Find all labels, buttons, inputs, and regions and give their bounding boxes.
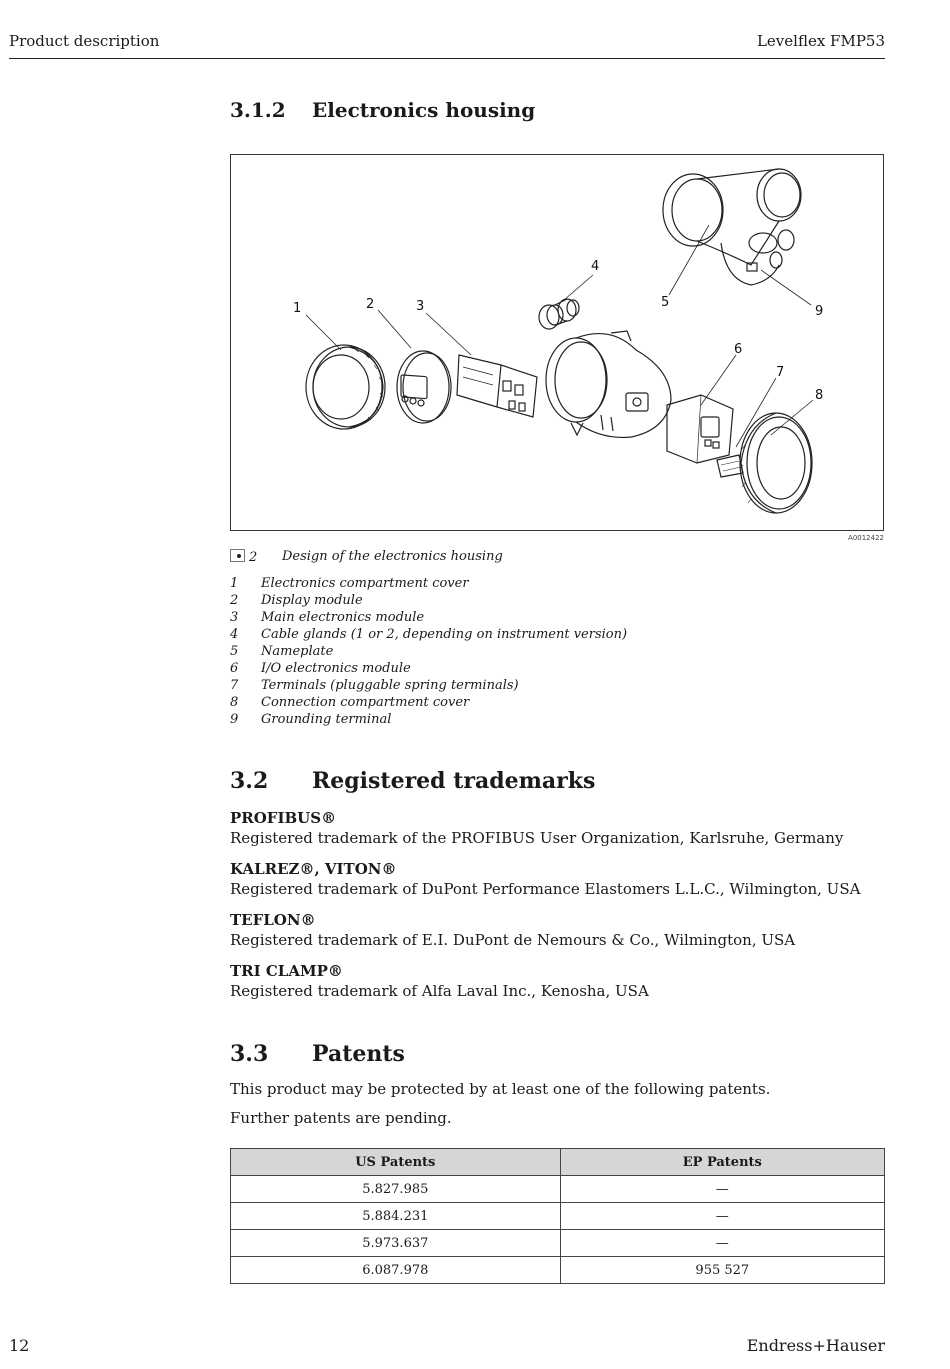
legend-item [230,575,627,592]
section-3-2-heading [230,768,595,794]
fig-label-2: 2 [366,297,375,312]
figure-legend [230,575,627,728]
figure-caption-number: 2 [249,550,258,565]
part-compartment-cover [306,345,385,429]
part-display-module [397,351,451,423]
fig-label-1: 1 [293,301,302,316]
table-row [231,1257,885,1284]
table-header-row [231,1149,885,1176]
column-header-us: US Patents [231,1149,561,1176]
figure-code: A0012422 [848,534,884,542]
section-3-1-2-heading [230,98,535,122]
section-3-3-title: Patents [312,1041,405,1067]
part-housing-top [663,169,801,285]
figure-caption [230,549,503,565]
header-product-name: Levelflex FMP53 [756,32,885,50]
legend-text: Electronics compartment cover [261,576,469,591]
legend-text: Terminals (pluggable spring terminals) [261,678,519,693]
section-3-2-title: Registered trademarks [312,768,596,794]
table-row [231,1176,885,1203]
page-number: 12 [9,1336,30,1355]
trademark-description: Registered trademark of the PROFIBUS User Organization, Karlsruhe, Germany [230,829,844,847]
trademark-name: PROFIBUS® [230,809,337,827]
legend-number: 8 [230,695,239,710]
section-3-2-number: 3.2 [230,768,269,794]
trademark-description: Registered trademark of Alfa Laval Inc., Kenosha, USA [230,982,649,1000]
fig-label-6: 6 [734,342,743,357]
table-row [231,1203,885,1230]
legend-number: 6 [230,661,239,676]
trademark-name: KALREZ®, VITON® [230,860,397,878]
patents-table [230,1148,885,1284]
header-rule [9,58,885,59]
patents-intro: This product may be protected by at least one of the following patents. [230,1080,771,1098]
trademark-description: Registered trademark of E.I. DuPont de Nemours & Co., Wilmington, USA [230,931,796,949]
trademark-description: Registered trademark of DuPont Performance Elastomers L.L.C., Wilmington, USA [230,880,861,898]
fig-label-8: 8 [815,388,824,403]
patents-pending: Further patents are pending. [230,1109,452,1127]
part-housing-body [546,331,671,437]
section-3-3-number: 3.3 [230,1041,269,1067]
legend-number: 2 [230,593,239,608]
trademark-name: TEFLON® [230,911,316,929]
legend-number: 1 [230,576,239,591]
table-cell: 5.884.231 [231,1203,561,1230]
legend-text: Connection compartment cover [261,695,470,710]
trademark-tri-clamp [230,961,649,1002]
legend-item [230,694,627,711]
legend-number: 4 [230,627,239,642]
electronics-housing-figure [230,154,884,531]
trademark-profibus [230,808,843,849]
figure-icon [230,549,245,562]
table-cell: — [560,1176,884,1203]
table-cell: 5.827.985 [231,1176,561,1203]
legend-item [230,660,627,677]
exploded-view-drawing [231,155,885,532]
legend-text: Grounding terminal [261,712,392,727]
legend-number: 7 [230,678,239,693]
trademark-teflon [230,910,795,951]
section-3-1-2-title: Electronics housing [312,98,536,122]
footer-brand: Endress+Hauser [746,1336,885,1355]
table-row [231,1230,885,1257]
legend-item [230,643,627,660]
part-main-electronics-module [457,355,537,417]
figure-labels [293,259,823,403]
fig-label-9: 9 [815,304,824,319]
fig-label-3: 3 [416,299,425,314]
header-section-title: Product description [9,32,160,50]
legend-item [230,626,627,643]
figure-caption-text: Design of the electronics housing [282,549,503,564]
legend-text: Main electronics module [261,610,425,625]
trademark-name: TRI CLAMP® [230,962,343,980]
table-cell: 955 527 [560,1257,884,1284]
part-io-electronics-module [667,395,733,463]
table-cell: 5.973.637 [231,1230,561,1257]
part-cable-glands [539,299,579,329]
fig-label-4: 4 [591,259,600,274]
table-cell: — [560,1230,884,1257]
part-connection-cover [740,413,812,513]
fig-label-5: 5 [661,295,670,310]
legend-text: Cable glands (1 or 2, depending on instrument version) [261,627,628,642]
legend-number: 3 [230,610,239,625]
legend-text: I/O electronics module [261,661,411,676]
column-header-ep: EP Patents [560,1149,884,1176]
section-3-1-2-number: 3.1.2 [230,98,286,122]
legend-item [230,609,627,626]
legend-text: Nameplate [261,644,334,659]
table-cell: — [560,1203,884,1230]
part-terminals [717,455,743,477]
legend-number: 9 [230,712,239,727]
legend-item [230,711,627,728]
legend-number: 5 [230,644,239,659]
legend-text: Display module [261,593,363,608]
table-cell: 6.087.978 [231,1257,561,1284]
trademark-kalrez-viton [230,859,860,900]
section-3-3-heading [230,1041,405,1067]
legend-item [230,592,627,609]
fig-label-7: 7 [776,365,785,380]
legend-item [230,677,627,694]
